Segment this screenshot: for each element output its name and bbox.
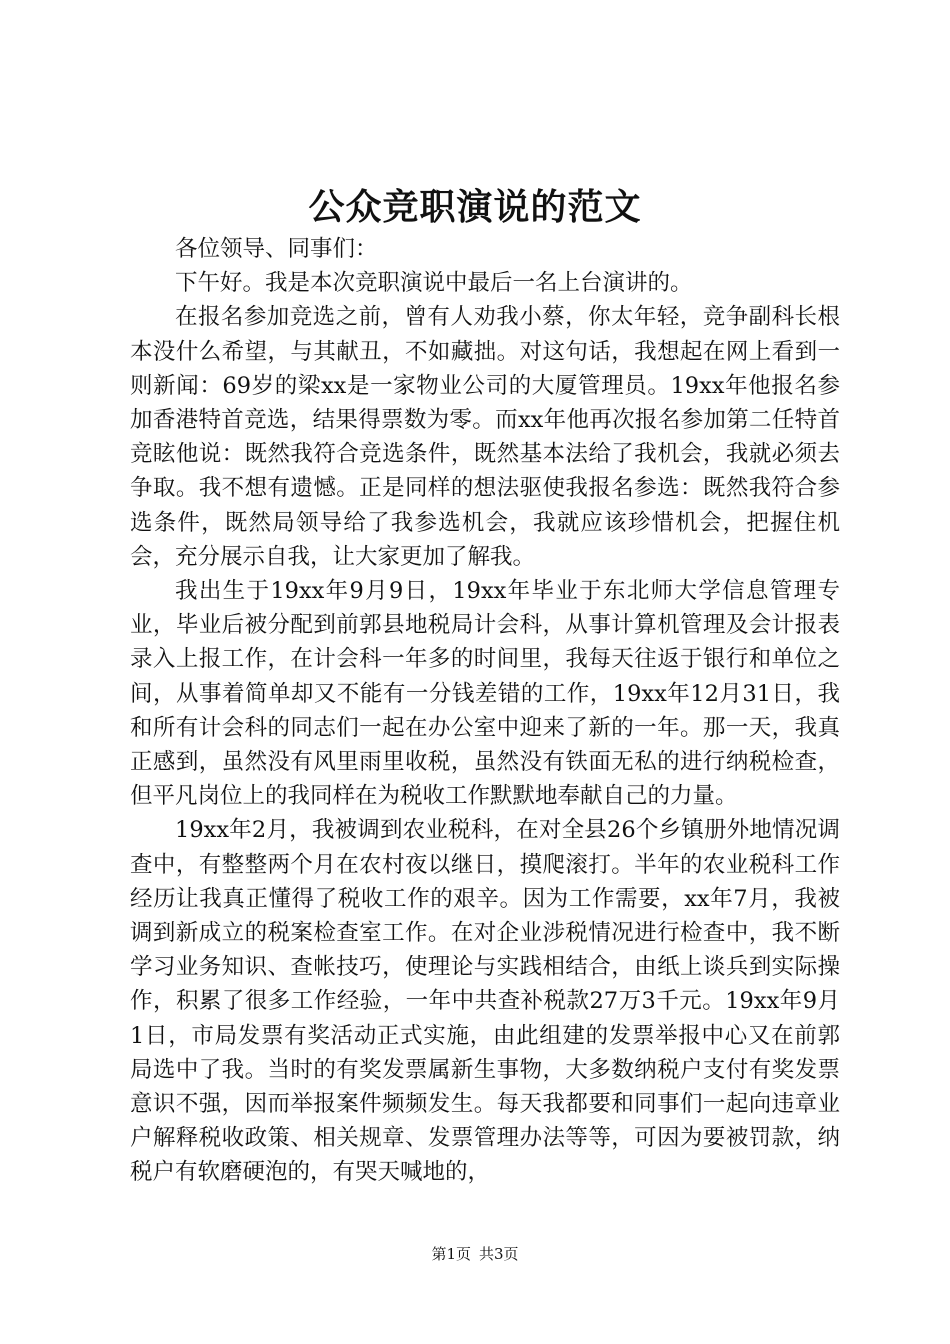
paragraph-motivation: 在报名参加竞选之前，曾有人劝我小蔡，你太年轻，竞争副科长根本没什么希望，与其献丑，不如藏拙。对这句话，我想起在网上看到一则新闻：69岁的梁xx是一家物业公司的大厦管理员。19xx年他报名参加香港特首竞选，结果得票数为零。而xx年他再次报名参加第二任特首竞眩他说：既然我符合竞选条件，既然基本法给了我机会，我就必须去争取。我不想有遗憾。正是同样的想法驱使我报名参选：既然我符合参选条件，既然局领导给了我参选机会，我就应该珍惜机会，把握住机会，充分展示自我，让大家更加了解我。: [130, 304, 840, 570]
page-total: 共3页: [479, 1245, 519, 1263]
page-number: 第1页: [431, 1245, 471, 1263]
paragraph-background: 我出生于19xx年9月9日，19xx年毕业于东北师大学信息管理专业，毕业后被分配到前郭县地税局计会科，从事计算机管理及会计报表录入上报工作，在计会科一年多的时间里，我每天往返于银行和单位之间，从事着简单却又不能有一分钱差错的工作，19xx年12月31日，我和所有计会科的同志们一起在办公室中迎来了新的一年。那一天，我真正感到，虽然没有风里雨里收税，虽然没有铁面无私的进行纳税检查，但平凡岗位上的我同样在为税收工作默默地奉献自己的力量。: [130, 578, 840, 810]
paragraph-greeting: 下午好。我是本次竞职演说中最后一名上台演讲的。: [175, 270, 693, 297]
document-body: [130, 232, 840, 1190]
page-footer: [0, 1244, 950, 1264]
paragraph-salutation: 各位领导、同事们：: [175, 236, 378, 262]
paragraph-experience: 19xx年2月，我被调到农业税科，在对全县26个乡镇册外地情况调查中，有整整两个月在农村夜以继日，摸爬滚打。半年的农业税科工作经历让我真正懂得了税收工作的艰辛。因为工作需要，xx年7月，我被调到新成立的税案检查室工作。在对企业涉税情况进行检查中，我不断学习业务知识、查帐技巧，使理论与实践相结合，由纸上谈兵到实际操作，积累了很多工作经验，一年中共查补税款27万3千元。19xx年9月1日，市局发票有奖活动正式实施，由此组建的发票举报中心又在前郭局选中了我。当时的有奖发票属新生事物，大多数纳税户支付有奖发票意识不强，因而举报案件频频发生。每天我都要和同事们一起向违章业户解释税收政策、相关规章、发票管理办法等等，可因为要被罚款，纳税户有软磨硬泡的，有哭天喊地的，: [130, 817, 840, 1186]
document-title: 公众竞职演说的范文: [308, 186, 642, 228]
